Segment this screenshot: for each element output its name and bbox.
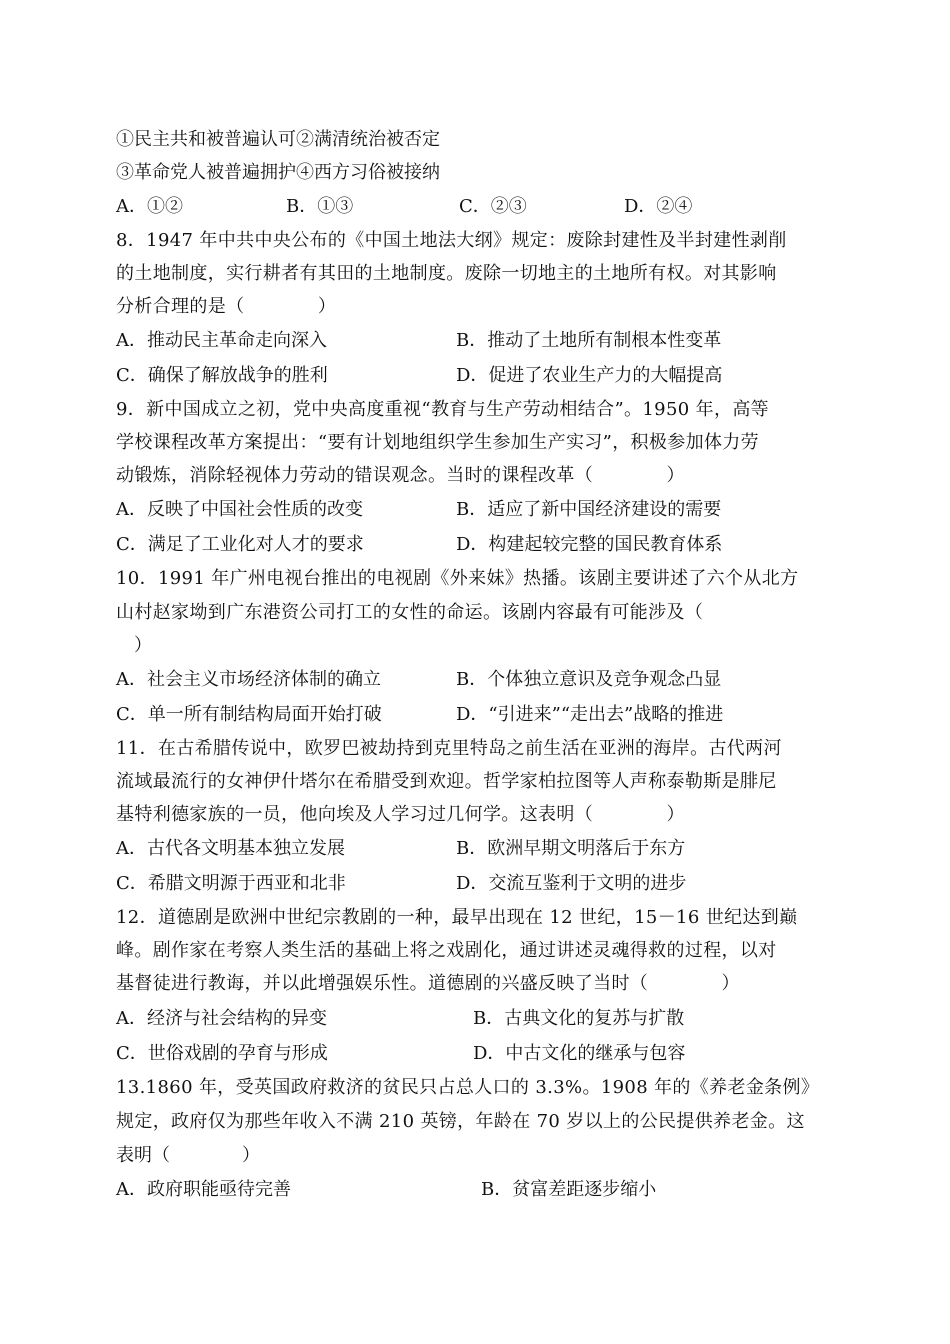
q10-option-b[interactable]: B．个体独立意识及竞争观念凸显	[456, 669, 722, 690]
q7-option-c[interactable]: C．②③	[459, 196, 527, 217]
q11-stem-line-2: 流域最流行的女神伊什塔尔在希腊受到欢迎。哲学家柏拉图等人声称泰勒斯是腓尼	[116, 771, 777, 792]
q8-stem-line-3: 分析合理的是（ ）	[116, 296, 337, 317]
q13-option-b[interactable]: B．贫富差距逐步缩小	[481, 1179, 657, 1200]
q10-stem-line-1: 10．1991 年广州电视台推出的电视剧《外来妹》热播。该剧主要讲述了六个从北方	[116, 568, 799, 589]
q9-stem-line-1: 9．新中国成立之初，党中央高度重视“教育与生产劳动相结合”。1950 年，高等	[116, 399, 770, 420]
q12-option-c[interactable]: C．世俗戏剧的孕育与形成	[116, 1043, 328, 1064]
q10-stem-line-2: 山村赵家坳到广东港资公司打工的女性的命运。该剧内容最有可能涉及（	[116, 602, 704, 623]
q10-option-d[interactable]: D．“引进来”“走出去”战略的推进	[456, 704, 724, 725]
q12-stem-line-1: 12．道德剧是欧洲中世纪宗教剧的一种，最早出现在 12 世纪，15－16 世纪达到巅	[116, 907, 798, 928]
q11-option-a[interactable]: A．古代各文明基本独立发展	[116, 838, 345, 859]
q12-option-b[interactable]: B．古典文化的复苏与扩散	[473, 1008, 685, 1029]
q11-stem-line-3: 基特利德家族的一员，他向埃及人学习过几何学。这表明（ ）	[116, 804, 685, 825]
q7-statement-line-1: ①民主共和被普遍认可②满清统治被否定	[116, 129, 440, 150]
q11-option-b[interactable]: B．欧洲早期文明落后于东方	[456, 838, 686, 859]
q8-stem-line-1: 8．1947 年中共中央公布的《中国土地法大纲》规定：废除封建性及半封建性剥削	[116, 230, 787, 251]
q13-stem-line-3: 表明（ ）	[116, 1145, 260, 1166]
q9-stem-line-3: 动锻炼，消除轻视体力劳动的错误观念。当时的课程改革（ ）	[116, 465, 685, 486]
q13-option-a[interactable]: A．政府职能亟待完善	[116, 1179, 291, 1200]
q10-option-c[interactable]: C．单一所有制结构局面开始打破	[116, 704, 382, 725]
q10-stem-line-3: ）	[116, 635, 152, 656]
q11-option-c[interactable]: C．希腊文明源于西亚和北非	[116, 873, 346, 894]
q11-stem-line-1: 11．在古希腊传说中，欧罗巴被劫持到克里特岛之前生活在亚洲的海岸。古代两河	[116, 738, 782, 759]
q12-option-d[interactable]: D．中古文化的继承与包容	[473, 1043, 686, 1064]
q8-stem-line-2: 的土地制度，实行耕者有其田的土地制度。废除一切地主的土地所有权。对其影响	[116, 263, 777, 284]
q7-statement-line-2: ③革命党人被普遍拥护④西方习俗被接纳	[116, 162, 440, 183]
q13-stem-line-2: 规定，政府仅为那些年收入不满 210 英镑，年龄在 70 岁以上的公民提供养老金。这	[116, 1111, 805, 1132]
q8-option-d[interactable]: D．促进了农业生产力的大幅提高	[456, 365, 723, 386]
q9-stem-line-2: 学校课程改革方案提出：“要有计划地组织学生参加生产实习”，积极参加体力劳	[116, 432, 760, 453]
q9-option-d[interactable]: D．构建起较完整的国民教育体系	[456, 534, 723, 555]
q10-option-a[interactable]: A．社会主义市场经济体制的确立	[116, 669, 381, 690]
q8-option-c[interactable]: C．确保了解放战争的胜利	[116, 365, 328, 386]
q11-option-d[interactable]: D．交流互鉴利于文明的进步	[456, 873, 687, 894]
q7-option-a[interactable]: A．①②	[116, 196, 183, 217]
q7-option-b[interactable]: B．①③	[286, 196, 354, 217]
q9-option-b[interactable]: B．适应了新中国经济建设的需要	[456, 499, 722, 520]
q9-option-a[interactable]: A．反映了中国社会性质的改变	[116, 499, 363, 520]
q12-stem-line-3: 基督徒进行教诲，并以此增强娱乐性。道德剧的兴盛反映了当时（ ）	[116, 973, 740, 994]
q8-option-b[interactable]: B．推动了土地所有制根本性变革	[456, 330, 722, 351]
q9-option-c[interactable]: C．满足了工业化对人才的要求	[116, 534, 364, 555]
q8-option-a[interactable]: A．推动民主革命走向深入	[116, 330, 327, 351]
q13-stem-line-1: 13.1860 年，受英国政府救济的贫民只占总人口的 3.3%。1908 年的《养老金条例》	[116, 1077, 820, 1098]
q7-option-d[interactable]: D．②④	[624, 196, 693, 217]
q12-option-a[interactable]: A．经济与社会结构的异变	[116, 1008, 327, 1029]
q12-stem-line-2: 峰。剧作家在考察人类生活的基础上将之戏剧化，通过讲述灵魂得救的过程，以对	[116, 940, 777, 961]
